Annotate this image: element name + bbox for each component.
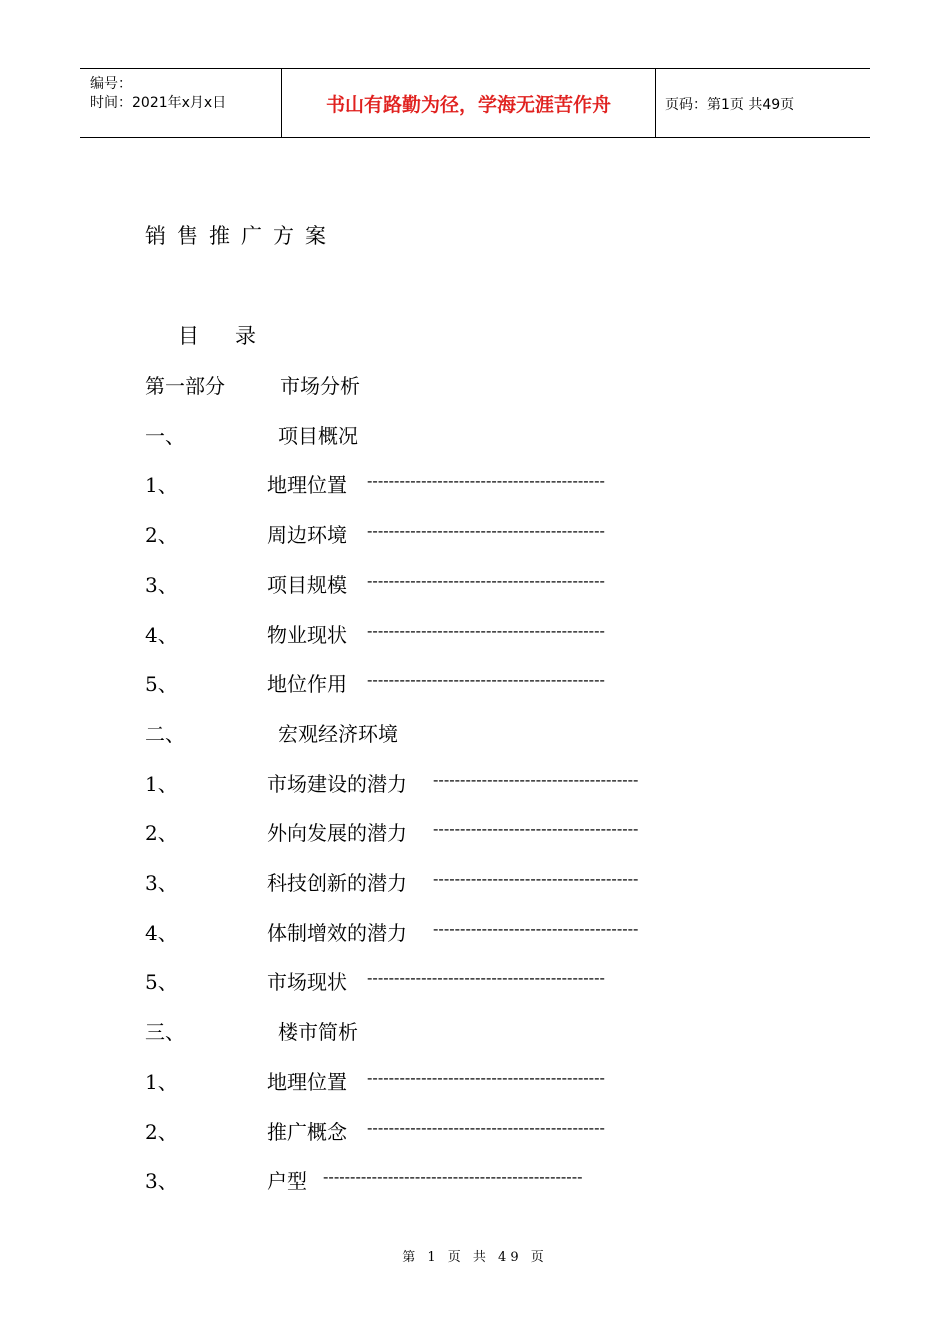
toc-item-number: 3、 <box>145 572 178 597</box>
toc-item-leader: -------------------------------------------- <box>367 1117 605 1137</box>
toc-item-number: 5、 <box>145 970 178 995</box>
header-page-info: 页码：第1页 共49页 <box>665 97 795 113</box>
toc-item-leader: -------------------------------------------- <box>367 1067 605 1087</box>
toc-item-label: 户型 <box>267 1169 307 1194</box>
toc-item-number: 5、 <box>145 672 178 697</box>
toc-item-number: 2、 <box>145 523 178 548</box>
toc-item-number: 三、 <box>145 1020 185 1045</box>
toc-item-label: 市场建设的潜力 <box>267 771 407 796</box>
toc-item-label: 项目概况 <box>278 423 358 448</box>
toc-item-label: 周边环境 <box>267 523 347 548</box>
toc-item-label: 地位作用 <box>267 672 347 697</box>
header-meta-cell <box>80 69 281 137</box>
toc-item-number: 4、 <box>145 920 178 945</box>
toc-item-number: 一、 <box>145 423 185 448</box>
toc-item-label: 市场分析 <box>280 374 360 398</box>
page-header <box>80 68 870 138</box>
document-title: 销售推广方案 <box>145 224 337 248</box>
toc-item-leader: -------------------------------------- <box>433 819 639 839</box>
header-page-cell <box>655 69 870 137</box>
toc-item-label: 推广概念 <box>267 1119 347 1144</box>
toc-item-label: 宏观经济环境 <box>278 721 398 746</box>
toc-item-label: 物业现状 <box>267 622 347 647</box>
serial-label: 编号： <box>90 76 132 92</box>
toc-item-leader: -------------------------------------------- <box>367 471 605 491</box>
toc-item-number: 第一部分 <box>145 374 225 398</box>
toc-item-number: 二、 <box>145 721 185 746</box>
toc-item-label: 市场现状 <box>267 970 347 995</box>
page-footer: 第 1 页 共 49 页 <box>402 1250 548 1265</box>
toc-item-leader: -------------------------------------------- <box>367 620 605 640</box>
toc-item-leader: -------------------------------------------- <box>367 968 605 988</box>
toc-title: 目录 <box>178 324 292 348</box>
time-label: 时间：2021年x月x日 <box>90 95 227 111</box>
toc-item-leader: -------------------------------------------- <box>367 670 605 690</box>
toc-item-leader: -------------------------------------------- <box>367 570 605 590</box>
toc-item-label: 体制增效的潜力 <box>267 920 407 945</box>
toc-item-label: 地理位置 <box>267 1069 347 1094</box>
header-motto-cell <box>281 69 656 137</box>
toc-item-number: 1、 <box>145 1069 178 1094</box>
header-motto: 书山有路勤为径，学海无涯苦作舟 <box>325 94 611 116</box>
toc-item-leader: -------------------------------------- <box>433 769 639 789</box>
toc-item-leader: -------------------------------------- <box>433 918 639 938</box>
toc-item-number: 4、 <box>145 622 178 647</box>
toc-item-label: 地理位置 <box>267 473 347 498</box>
toc-item-leader: ------------------------------------------------ <box>323 1167 583 1187</box>
toc-item-number: 3、 <box>145 1169 178 1194</box>
toc-item-label: 楼市简析 <box>278 1020 358 1045</box>
toc-item-number: 2、 <box>145 821 178 846</box>
toc-item-label: 科技创新的潜力 <box>267 871 407 895</box>
toc-item-leader: -------------------------------------- <box>433 869 639 888</box>
toc-item-number: 2、 <box>145 1119 178 1144</box>
toc-item-number: 1、 <box>145 771 178 796</box>
toc-item-leader: -------------------------------------------- <box>367 521 605 541</box>
toc-item-number: 3、 <box>145 871 178 895</box>
toc-item-label: 外向发展的潜力 <box>267 821 407 846</box>
toc-item-label: 项目规模 <box>267 572 347 597</box>
toc-item-number: 1、 <box>145 473 178 498</box>
